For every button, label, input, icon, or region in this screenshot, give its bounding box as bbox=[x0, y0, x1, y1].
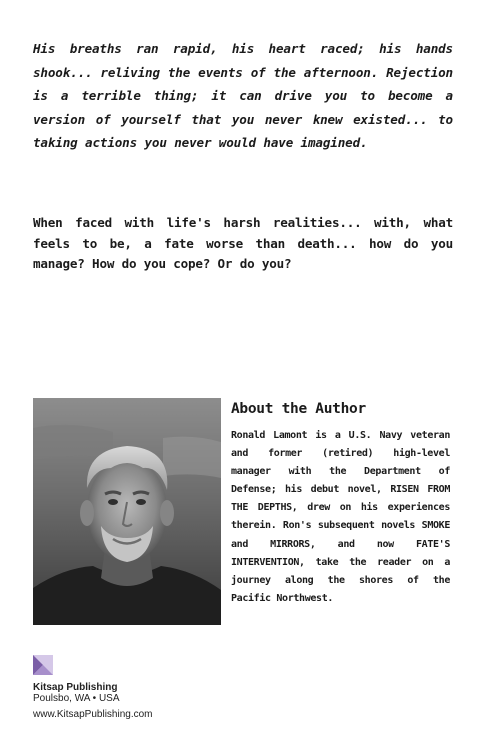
publisher-url[interactable]: www.KitsapPublishing.com bbox=[33, 709, 153, 720]
publisher-block bbox=[33, 655, 153, 720]
author-portrait-icon bbox=[33, 398, 221, 625]
author-photo bbox=[33, 398, 221, 625]
author-bio: Ronald Lamont is a U.S. Navy veteran and former (retired) high-level manager with the Department of Defense; his debut novel, RISEN FROM THE DEPTHS, drew on his experiences therein. Ron's subsequent novels SMOKE and MIRRORS, and now FATE'S INTERVENTION, take the reader on a journey along the shores of the Pacific Northwest. bbox=[231, 430, 450, 604]
about-author-heading: About the Author bbox=[231, 401, 366, 417]
teaser-paragraph: His breaths ran rapid, his heart raced; his hands shook... reliving the events of the afternoon. Rejection is a terrible thing; it can drive you to become a version of yourself that you never knew existed... to taking actions you never would have imagined. bbox=[33, 41, 453, 151]
publisher-name: Kitsap Publishing bbox=[33, 682, 118, 693]
kitsap-logo-icon bbox=[33, 655, 53, 675]
lead-paragraph: When faced with life's harsh realities... with, what feels to be, a fate worse than death... how do you manage? How do you cope? Or do you? bbox=[33, 215, 453, 271]
publisher-location: Poulsbo, WA • USA bbox=[33, 693, 120, 704]
